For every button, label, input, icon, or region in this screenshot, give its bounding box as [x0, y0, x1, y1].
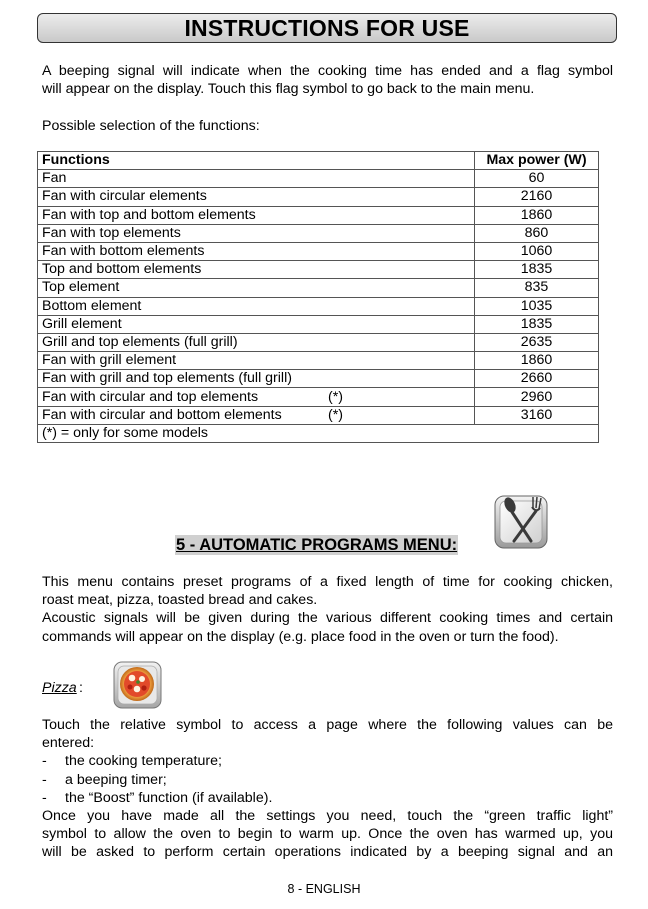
- function-name-cell: [38, 261, 475, 279]
- function-name-cell: [38, 297, 475, 315]
- table-row: [38, 406, 599, 424]
- table-row: [38, 279, 599, 297]
- function-name: Top and bottom elements: [42, 261, 202, 278]
- max-power-cell: 1035: [475, 297, 599, 315]
- page-title: INSTRUCTIONS FOR USE: [184, 15, 470, 41]
- functions-table: [37, 151, 599, 443]
- function-name-cell: [38, 224, 475, 242]
- table-row: [38, 333, 599, 351]
- list-item: [42, 752, 613, 770]
- function-name: Fan with grill element: [42, 352, 177, 369]
- bullet-dash: -: [42, 789, 47, 806]
- pizza-outro-line-1: Once you have made all the settings you need, touch the “green traffic light”: [42, 808, 613, 825]
- auto-line-3: Acoustic signals will be given during the various different cooking times and certain: [42, 610, 613, 627]
- pizza-intro-line-1: Touch the relative symbol to access a page where the following values can be: [42, 717, 613, 733]
- function-name-cell: [38, 170, 475, 188]
- max-power-cell: 1860: [475, 352, 599, 370]
- max-power-cell: 860: [475, 224, 599, 242]
- auto-line-4: commands will appear on the display (e.g. place food in the oven or turn the food).: [42, 628, 559, 645]
- function-name-cell: [38, 242, 475, 260]
- pizza-heading: Pizza: [42, 680, 77, 696]
- function-name: Fan with circular and top elements: [42, 388, 259, 405]
- max-power-cell: 1835: [475, 261, 599, 279]
- functions-intro: [42, 117, 613, 135]
- max-power-cell: 835: [475, 279, 599, 297]
- pizza-intro-line-2: entered:: [42, 735, 95, 752]
- functions-intro-text: Possible selection of the functions:: [42, 118, 260, 134]
- bullet-text: a beeping timer;: [65, 771, 167, 788]
- function-name: Fan with top and bottom elements: [42, 206, 256, 223]
- automatic-programs-paragraph: [42, 573, 613, 646]
- table-row: [38, 242, 599, 260]
- table-row: [38, 352, 599, 370]
- pizza-icon: [112, 660, 163, 710]
- bullet-text: the “Boost” function (if available).: [65, 789, 273, 806]
- bullet-dash: -: [42, 753, 47, 770]
- max-power-cell: 2960: [475, 388, 599, 406]
- table-row: [38, 170, 599, 188]
- function-name: Fan with grill and top elements (full grill): [42, 370, 292, 387]
- table-footnote: (*) = only for some models: [38, 424, 599, 442]
- max-power-cell: 2660: [475, 370, 599, 388]
- table-row: [38, 315, 599, 333]
- intro-paragraph: [42, 62, 613, 98]
- header-functions: Functions: [38, 152, 475, 170]
- pizza-outro-line-3: will be asked to perform certain operations indicated by a beeping signal and an: [42, 844, 613, 861]
- function-name-cell: [38, 279, 475, 297]
- function-name: Fan: [42, 170, 67, 187]
- section-title-automatic-programs: 5 - AUTOMATIC PROGRAMS MENU:: [176, 536, 458, 554]
- function-name: Fan with top elements: [42, 224, 181, 241]
- model-note-mark: (*): [328, 406, 343, 423]
- function-name: Fan with circular elements: [42, 188, 207, 205]
- max-power-cell: 1835: [475, 315, 599, 333]
- function-name-cell: [38, 406, 475, 424]
- list-item: [42, 789, 613, 807]
- model-note-mark: (*): [328, 388, 343, 405]
- function-name-cell: [38, 206, 475, 224]
- page-header: [37, 13, 617, 43]
- header-max-power: Max power (W): [475, 152, 599, 170]
- function-name: Grill and top elements (full grill): [42, 333, 238, 350]
- intro-line-1: A beeping signal will indicate when the cooking time has ended and a flag symbol: [42, 63, 613, 79]
- max-power-cell: 1860: [475, 206, 599, 224]
- pizza-outro-line-2: symbol to allow the oven to begin to warm up. Once the oven has warmed up, you: [42, 826, 613, 843]
- table-row: [38, 188, 599, 206]
- cutlery-icon: [493, 494, 549, 550]
- table-row: [38, 224, 599, 242]
- max-power-cell: 3160: [475, 406, 599, 424]
- auto-line-1: This menu contains preset programs of a fixed length of time for cooking chicken,: [42, 574, 613, 590]
- table-row: [38, 297, 599, 315]
- function-name-cell: [38, 352, 475, 370]
- intro-line-2: will appear on the display. Touch this flag symbol to go back to the main menu.: [42, 81, 535, 98]
- max-power-cell: 2160: [475, 188, 599, 206]
- table-row: [38, 206, 599, 224]
- function-name: Grill element: [42, 315, 122, 332]
- function-name-cell: [38, 188, 475, 206]
- table-row: [38, 370, 599, 388]
- table-header-row: [38, 152, 599, 170]
- function-name: Fan with circular and bottom elements: [42, 406, 282, 423]
- pizza-heading-colon: :: [79, 680, 83, 696]
- max-power-cell: 60: [475, 170, 599, 188]
- pizza-paragraph: [42, 716, 613, 862]
- table-row: [38, 388, 599, 406]
- list-item: [42, 771, 613, 789]
- pizza-bullet-list: [42, 752, 613, 807]
- function-name: Top element: [42, 279, 120, 296]
- max-power-cell: 1060: [475, 242, 599, 260]
- table-row: [38, 261, 599, 279]
- function-name-cell: [38, 388, 475, 406]
- function-name-cell: [38, 333, 475, 351]
- function-name-cell: [38, 315, 475, 333]
- auto-line-2: roast meat, pizza, toasted bread and cakes.: [42, 592, 318, 609]
- function-name-cell: [38, 370, 475, 388]
- function-name: Bottom element: [42, 297, 142, 314]
- function-name: Fan with bottom elements: [42, 243, 205, 260]
- bullet-text: the cooking temperature;: [65, 753, 222, 770]
- bullet-dash: -: [42, 771, 47, 788]
- page-footer: 8 - ENGLISH: [287, 882, 361, 896]
- table-footnote-row: [38, 424, 599, 442]
- max-power-cell: 2635: [475, 333, 599, 351]
